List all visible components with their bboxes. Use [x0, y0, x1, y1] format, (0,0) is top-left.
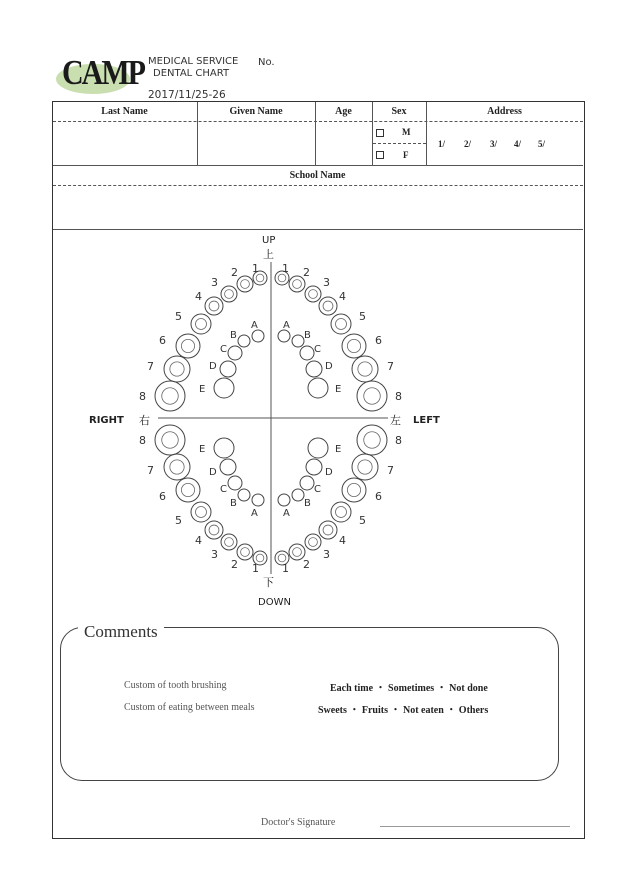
signature-line[interactable]	[380, 826, 570, 827]
primary-tooth-upper-left-E[interactable]	[308, 378, 328, 398]
tooth-label-upper-left-5: 5	[359, 310, 366, 323]
tooth-inner-lower-left-5[interactable]	[336, 507, 347, 518]
tooth-inner-lower-right-2[interactable]	[241, 548, 250, 557]
tooth-label-upper-left-7: 7	[387, 360, 394, 373]
tooth-inner-upper-left-4[interactable]	[323, 301, 333, 311]
tooth-lower-left-3[interactable]	[305, 534, 321, 550]
primary-label-lower-left-E: E	[335, 444, 342, 455]
tooth-label-lower-right-4: 4	[195, 534, 202, 547]
title-line-1: MEDICAL SERVICE	[148, 56, 239, 67]
primary-tooth-lower-right-C[interactable]	[228, 476, 242, 490]
tooth-lower-right-5[interactable]	[191, 502, 211, 522]
address-part-3[interactable]: 3/	[490, 139, 498, 149]
male-label: M	[402, 127, 411, 137]
tooth-label-upper-right-6: 6	[159, 334, 166, 347]
primary-label-lower-left-D: D	[325, 467, 333, 478]
tooth-inner-lower-left-4[interactable]	[323, 525, 333, 535]
tooth-label-lower-left-7: 7	[387, 464, 394, 477]
tooth-lower-left-6[interactable]	[342, 478, 366, 502]
tooth-inner-upper-left-1[interactable]	[278, 274, 286, 282]
primary-tooth-lower-right-E[interactable]	[214, 438, 234, 458]
tooth-label-lower-left-6: 6	[375, 490, 382, 503]
tooth-inner-upper-left-7[interactable]	[358, 362, 372, 376]
tooth-label-lower-right-6: 6	[159, 490, 166, 503]
left-label: LEFT	[413, 415, 440, 426]
tooth-inner-lower-right-8[interactable]	[162, 432, 179, 449]
tooth-lower-right-8[interactable]	[155, 425, 185, 455]
primary-tooth-lower-left-B[interactable]	[292, 489, 304, 501]
tooth-label-upper-right-4: 4	[195, 290, 202, 303]
tooth-inner-upper-left-8[interactable]	[364, 388, 381, 405]
number-label: No.	[258, 57, 275, 68]
brushing-options[interactable]: Each time ・ Sometimes ・ Not done	[330, 683, 488, 694]
title-line-2: DENTAL CHART	[153, 68, 230, 79]
primary-tooth-upper-right-D[interactable]	[220, 361, 236, 377]
last-name-header: Last Name	[101, 106, 148, 117]
down-label: DOWN	[258, 597, 291, 608]
address-part-2[interactable]: 2/	[464, 139, 472, 149]
tooth-label-upper-left-4: 4	[339, 290, 346, 303]
tooth-inner-lower-left-2[interactable]	[293, 548, 302, 557]
tooth-inner-lower-left-6[interactable]	[347, 483, 360, 496]
tooth-label-upper-left-3: 3	[323, 276, 330, 289]
primary-label-lower-right-B: B	[230, 498, 237, 509]
primary-label-upper-right-D: D	[209, 361, 217, 372]
primary-tooth-lower-left-E[interactable]	[308, 438, 328, 458]
tooth-inner-upper-left-5[interactable]	[336, 319, 347, 330]
tooth-upper-right-5[interactable]	[191, 314, 211, 334]
tooth-inner-lower-right-3[interactable]	[225, 538, 234, 547]
tooth-lower-left-8[interactable]	[357, 425, 387, 455]
age-header: Age	[335, 106, 352, 117]
primary-label-upper-left-E: E	[335, 384, 342, 395]
tooth-inner-upper-left-6[interactable]	[347, 339, 360, 352]
tooth-label-upper-right-7: 7	[147, 360, 154, 373]
tooth-label-upper-right-3: 3	[211, 276, 218, 289]
primary-label-upper-left-D: D	[325, 361, 333, 372]
tooth-lower-right-7[interactable]	[164, 454, 190, 480]
tooth-upper-right-4[interactable]	[205, 297, 223, 315]
primary-label-upper-right-B: B	[230, 330, 237, 341]
tooth-label-upper-right-2: 2	[231, 266, 238, 279]
tooth-inner-lower-right-1[interactable]	[256, 554, 264, 562]
tooth-label-lower-left-1: 1	[282, 562, 289, 575]
tooth-upper-left-5[interactable]	[331, 314, 351, 334]
tooth-upper-left-8[interactable]	[357, 381, 387, 411]
tooth-label-lower-right-3: 3	[211, 548, 218, 561]
tooth-lower-right-4[interactable]	[205, 521, 223, 539]
tooth-lower-left-5[interactable]	[331, 502, 351, 522]
tooth-label-upper-left-1: 1	[282, 262, 289, 275]
primary-tooth-upper-right-E[interactable]	[214, 378, 234, 398]
primary-label-lower-right-E: E	[199, 444, 206, 455]
tooth-inner-lower-left-3[interactable]	[309, 538, 318, 547]
primary-tooth-lower-left-A[interactable]	[278, 494, 290, 506]
primary-label-upper-right-A: A	[251, 320, 258, 331]
tooth-label-upper-left-8: 8	[395, 390, 402, 403]
address-header: Address	[487, 106, 522, 117]
primary-tooth-upper-left-D[interactable]	[306, 361, 322, 377]
primary-tooth-lower-left-D[interactable]	[306, 459, 322, 475]
signature-label: Doctor's Signature	[261, 817, 336, 828]
snacking-question: Custom of eating between meals	[124, 702, 255, 713]
tooth-inner-lower-right-5[interactable]	[196, 507, 207, 518]
school-name-header: School Name	[289, 170, 346, 181]
tooth-lower-left-7[interactable]	[352, 454, 378, 480]
address-part-4[interactable]: 4/	[514, 139, 522, 149]
tooth-inner-lower-right-4[interactable]	[209, 525, 219, 535]
primary-tooth-upper-left-B[interactable]	[292, 335, 304, 347]
tooth-upper-right-7[interactable]	[164, 356, 190, 382]
tooth-inner-upper-right-8[interactable]	[162, 388, 179, 405]
tooth-inner-upper-left-2[interactable]	[293, 280, 302, 289]
tooth-upper-left-6[interactable]	[342, 334, 366, 358]
comments-title: Comments	[78, 622, 164, 642]
tooth-lower-right-3[interactable]	[221, 534, 237, 550]
tooth-inner-upper-right-1[interactable]	[256, 274, 264, 282]
tooth-inner-lower-right-7[interactable]	[170, 460, 184, 474]
tooth-inner-upper-right-7[interactable]	[170, 362, 184, 376]
primary-label-lower-left-B: B	[304, 498, 311, 509]
tooth-lower-right-6[interactable]	[176, 478, 200, 502]
tooth-label-upper-right-8: 8	[139, 390, 146, 403]
tooth-inner-upper-right-6[interactable]	[181, 339, 194, 352]
primary-tooth-upper-right-C[interactable]	[228, 346, 242, 360]
tooth-label-lower-right-8: 8	[139, 434, 146, 447]
primary-tooth-upper-right-A[interactable]	[252, 330, 264, 342]
primary-label-upper-left-C: C	[314, 344, 321, 355]
tooth-upper-right-6[interactable]	[176, 334, 200, 358]
tooth-label-lower-right-2: 2	[231, 558, 238, 571]
up-label: UP	[262, 235, 276, 246]
snacking-options[interactable]: Sweets ・ Fruits ・ Not eaten ・ Others	[318, 705, 489, 716]
tooth-label-lower-left-2: 2	[303, 558, 310, 571]
sex-header: Sex	[391, 106, 407, 117]
tooth-inner-upper-left-3[interactable]	[309, 290, 318, 299]
primary-label-upper-right-E: E	[199, 384, 206, 395]
primary-tooth-lower-right-A[interactable]	[252, 494, 264, 506]
camp-logo: CAMP	[62, 54, 144, 92]
tooth-inner-upper-right-2[interactable]	[241, 280, 250, 289]
tooth-inner-upper-right-5[interactable]	[196, 319, 207, 330]
tooth-label-lower-right-5: 5	[175, 514, 182, 527]
event-date: 2017/11/25-26	[148, 89, 226, 101]
given-name-header: Given Name	[229, 106, 283, 117]
primary-tooth-upper-left-C[interactable]	[300, 346, 314, 360]
primary-tooth-lower-right-B[interactable]	[238, 489, 250, 501]
up-kanji: 上	[263, 248, 274, 261]
left-kanji: 左	[390, 414, 401, 427]
primary-label-lower-left-C: C	[314, 484, 321, 495]
tooth-upper-left-7[interactable]	[352, 356, 378, 382]
tooth-inner-lower-left-8[interactable]	[364, 432, 381, 449]
primary-label-lower-right-C: C	[220, 484, 227, 495]
tooth-lower-left-4[interactable]	[319, 521, 337, 539]
tooth-upper-right-2[interactable]	[237, 276, 253, 292]
tooth-label-lower-left-3: 3	[323, 548, 330, 561]
tooth-label-lower-right-1: 1	[252, 562, 259, 575]
primary-label-upper-left-A: A	[283, 320, 290, 331]
tooth-label-lower-left-5: 5	[359, 514, 366, 527]
tooth-label-upper-right-5: 5	[175, 310, 182, 323]
primary-label-upper-right-C: C	[220, 344, 227, 355]
tooth-inner-upper-right-3[interactable]	[225, 290, 234, 299]
female-label: F	[403, 150, 409, 160]
tooth-label-upper-left-6: 6	[375, 334, 382, 347]
primary-tooth-upper-left-A[interactable]	[278, 330, 290, 342]
tooth-label-upper-right-1: 1	[252, 262, 259, 275]
brushing-question: Custom of tooth brushing	[124, 680, 227, 691]
down-kanji: 下	[263, 576, 274, 589]
tooth-inner-upper-right-4[interactable]	[209, 301, 219, 311]
address-part-5[interactable]: 5/	[538, 139, 546, 149]
primary-label-lower-right-D: D	[209, 467, 217, 478]
right-label: RIGHT	[89, 415, 124, 426]
tooth-upper-left-3[interactable]	[305, 286, 321, 302]
tooth-upper-left-4[interactable]	[319, 297, 337, 315]
tooth-upper-right-3[interactable]	[221, 286, 237, 302]
address-part-1[interactable]: 1/	[438, 139, 446, 149]
tooth-label-lower-left-8: 8	[395, 434, 402, 447]
primary-tooth-lower-left-C[interactable]	[300, 476, 314, 490]
right-kanji: 右	[139, 414, 150, 427]
tooth-label-lower-left-4: 4	[339, 534, 346, 547]
primary-tooth-lower-right-D[interactable]	[220, 459, 236, 475]
primary-label-lower-right-A: A	[251, 508, 258, 519]
tooth-upper-right-8[interactable]	[155, 381, 185, 411]
tooth-label-lower-right-7: 7	[147, 464, 154, 477]
tooth-lower-right-2[interactable]	[237, 544, 253, 560]
primary-tooth-upper-right-B[interactable]	[238, 335, 250, 347]
primary-label-upper-left-B: B	[304, 330, 311, 341]
tooth-inner-lower-right-6[interactable]	[181, 483, 194, 496]
tooth-label-upper-left-2: 2	[303, 266, 310, 279]
primary-label-lower-left-A: A	[283, 508, 290, 519]
tooth-inner-lower-left-1[interactable]	[278, 554, 286, 562]
tooth-inner-lower-left-7[interactable]	[358, 460, 372, 474]
